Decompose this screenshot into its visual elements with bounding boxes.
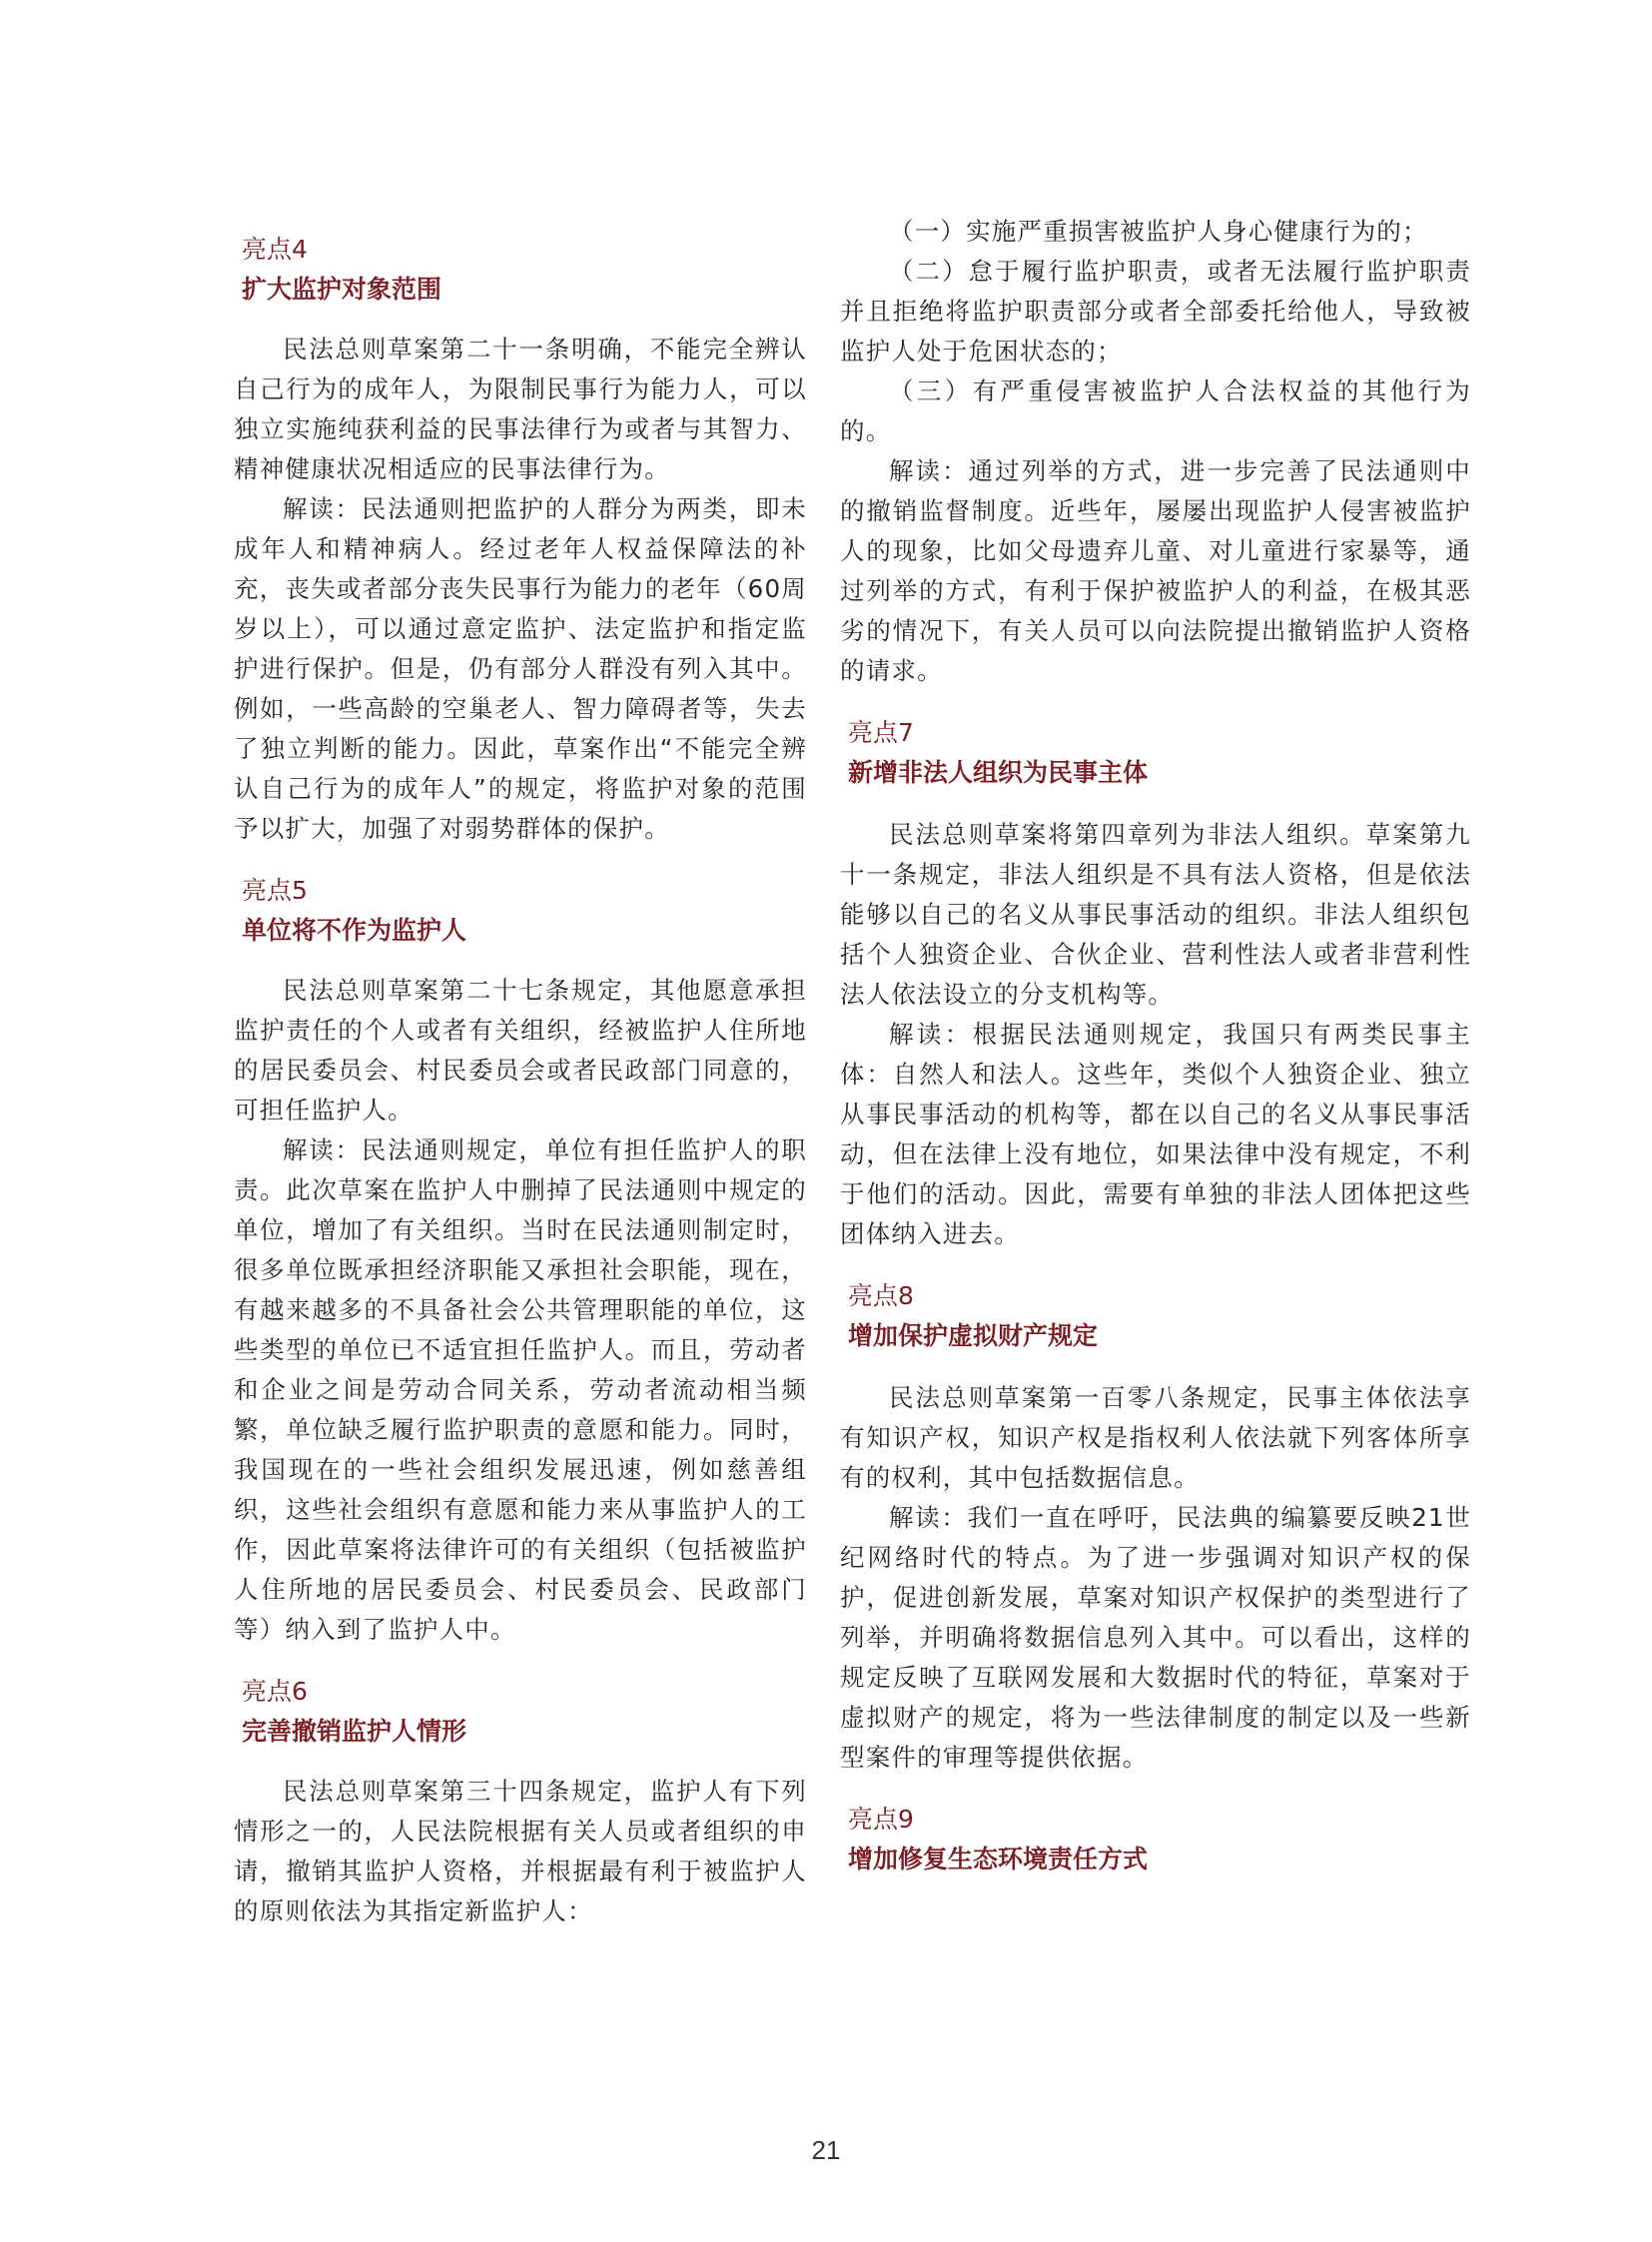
highlight-7-paragraph-2: 解读：根据民法通则规定，我国只有两类民事主体：自然人和法人。这些年，类似个人独资企业、独立从事民事活动的机构等，都在以自己的名义从事民事活动，但在法律上没有地位，如果法律中没有规定，不利于他们的活动。因此，需要有单独的非法人团体把这些团体纳入进去。	[840, 1020, 1471, 1248]
highlight-5-paragraph-1: 民法总则草案第二十七条规定，其他愿意承担监护责任的个人或者有关组织，经被监护人住所地的居民委员会、村民委员会或者民政部门同意的，可担任监护人。	[234, 976, 807, 1124]
highlight-7-number: 亮点7	[848, 718, 914, 747]
highlight-4-number: 亮点4	[242, 235, 308, 264]
highlight-6-paragraph-1: 民法总则草案第三十四条规定，监护人有下列情形之一的，人民法院根据有关人员或者组织的申请，撤销其监护人资格，并根据最有利于被监护人的原则依法为其指定新监护人：	[234, 1777, 807, 1925]
highlight-9-heading	[840, 1800, 1471, 1879]
highlight-7-heading	[840, 713, 1471, 793]
left-column	[234, 230, 807, 1931]
highlight-8-heading	[840, 1276, 1471, 1356]
page-number: 21	[811, 2135, 841, 2165]
highlight-6-heading	[234, 1672, 807, 1752]
highlight-6-title: 完善撤销监护人情形	[242, 1717, 467, 1746]
highlight-6-number: 亮点6	[242, 1677, 308, 1706]
highlight-8-paragraph-2: 解读：我们一直在呼吁，民法典的编纂要反映21世纪网络时代的特点。为了进一步强调对知识产权的保护，促进创新发展，草案对知识产权保护的类型进行了列举，并明确将数据信息列入其中。可以看出，这样的规定反映了互联网发展和大数据时代的特征，草案对于虚拟财产的规定，将为一些法律制度的制定以及一些新型案件的审理等提供依据。	[840, 1503, 1471, 1772]
highlight-9-number: 亮点9	[848, 1805, 914, 1834]
highlight-5-paragraph-2: 解读：民法通则规定，单位有担任监护人的职责。此次草案在监护人中删掉了民法通则中规定的单位，增加了有关组织。当时在民法通则制定时，很多单位既承担经济职能又承担社会职能，现在，有越来越多的不具备社会公共管理职能的单位，这些类型的单位已不适宜担任监护人。而且，劳动者和企业之间是劳动合同关系，劳动者流动相当频繁，单位缺乏履行监护职责的意愿和能力。同时，我国现在的一些社会组织发展迅速，例如慈善组织，这些社会组织有意愿和能力来从事监护人的工作，因此草案将法律许可的有关组织（包括被监护人住所地的居民委员会、村民委员会、民政部门等）纳入到了监护人中。	[234, 1135, 807, 1644]
highlight-8-number: 亮点8	[848, 1281, 914, 1310]
highlight-4-paragraph-2: 解读：民法通则把监护的人群分为两类，即未成年人和精神病人。经过老年人权益保障法的补充，丧失或者部分丧失民事行为能力的老年（60周岁以上），可以通过意定监护、法定监护和指定监护进行保护。但是，仍有部分人群没有列入其中。例如，一些高龄的空巢老人、智力障碍者等，失去了独立判断的能力。因此，草案作出“不能完全辨认自己行为的成年人”的规定，将监护对象的范围予以扩大，加强了对弱势群体的保护。	[234, 494, 807, 843]
highlight-6-paragraph-2: 解读：通过列举的方式，进一步完善了民法通则中的撤销监督制度。近些年，屡屡出现监护人侵害被监护人的现象，比如父母遗弃儿童、对儿童进行家暴等，通过列举的方式，有利于保护被监护人的利益，在极其恶劣的情况下，有关人员可以向法院提出撤销监护人资格的请求。	[840, 456, 1471, 685]
list-item-1: （一）实施严重损害被监护人身心健康行为的；	[889, 217, 1428, 246]
highlight-9-title: 增加修复生态环境责任方式	[848, 1845, 1149, 1873]
list-item-2: （二）怠于履行监护职责，或者无法履行监护职责并且拒绝将监护职责部分或者全部委托给他人，导致被监护人处于危困状态的；	[840, 257, 1471, 366]
highlight-7-title: 新增非法人组织为民事主体	[848, 758, 1149, 787]
highlight-8-title: 增加保护虚拟财产规定	[848, 1321, 1099, 1350]
list-item-3: （三）有严重侵害被监护人合法权益的其他行为的。	[840, 376, 1471, 445]
highlight-4-heading	[234, 230, 807, 310]
highlight-4-title: 扩大监护对象范围	[242, 275, 442, 304]
highlight-5-title: 单位将不作为监护人	[242, 916, 467, 945]
highlight-4-paragraph-1: 民法总则草案第二十一条明确，不能完全辨认自己行为的成年人，为限制民事行为能力人，可以独立实施纯获利益的民事法律行为或者与其智力、精神健康状况相适应的民事法律行为。	[234, 335, 807, 483]
highlight-5-heading	[234, 871, 807, 951]
highlight-8-paragraph-1: 民法总则草案第一百零八条规定，民事主体依法享有知识产权，知识产权是指权利人依法就下列客体所享有的权利，其中包括数据信息。	[840, 1383, 1471, 1492]
right-column	[840, 212, 1471, 1899]
highlight-7-paragraph-1: 民法总则草案将第四章列为非法人组织。草案第九十一条规定，非法人组织是不具有法人资格，但是依法能够以自己的名义从事民事活动的组织。非法人组织包括个人独资企业、合伙企业、营利性法人或者非营利性法人依法设立的分支机构等。	[840, 820, 1471, 1009]
highlight-5-number: 亮点5	[242, 876, 308, 905]
